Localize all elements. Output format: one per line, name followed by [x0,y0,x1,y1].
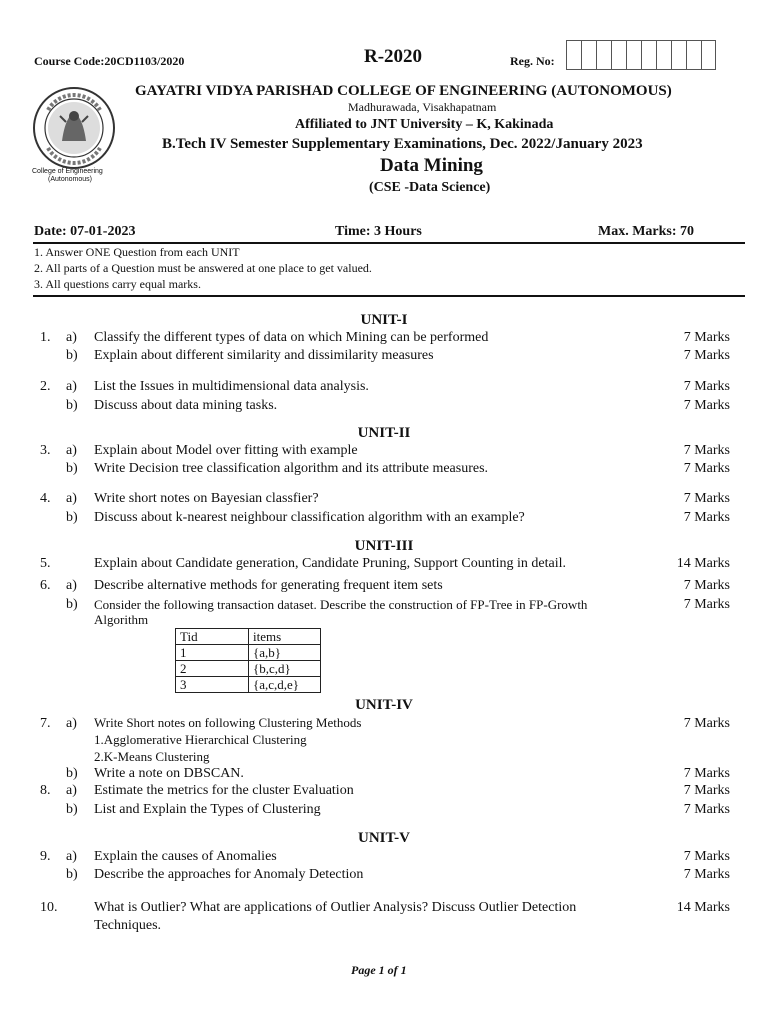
table-header-row [176,629,321,645]
question-number: 8. [40,783,51,798]
unit-heading: UNIT-II [357,425,411,441]
regulation: R-2020 [364,46,423,67]
reg-no-label: Reg. No: [510,54,555,68]
sub-label: b) [66,597,78,612]
seal-caption-1: College of Engineering [32,168,103,175]
reg-no-boxes[interactable] [566,40,716,70]
question-number: 10. [40,900,58,915]
marks: 7 Marks [683,379,730,394]
sub-label: a) [66,330,77,345]
sub-label: a) [66,491,77,506]
marks: 7 Marks [683,348,730,363]
sub-label: b) [66,461,78,476]
page-number: Page 1 of 1 [351,963,407,977]
unit-heading: UNIT-V [358,830,410,846]
question-number: 1. [40,330,51,345]
unit-heading: UNIT-III [354,538,414,554]
question-text-continued: Techniques. [94,918,162,933]
question-text: Describe the approaches for Anomaly Detection [94,867,364,882]
table-cell: 2 [176,661,249,677]
sub-label: a) [66,783,77,798]
marks: 7 Marks [683,461,730,476]
branch: (CSE -Data Science) [369,180,491,195]
question-text: Consider the following transaction dataset. Describe the construction of FP-Tree in FP-Growth [94,597,588,612]
instruction-3: 3. All questions carry equal marks. [34,277,201,291]
marks: 7 Marks [683,766,730,781]
table-row [176,677,321,693]
marks: 7 Marks [683,802,730,817]
question-text: Estimate the metrics for the cluster Evaluation [94,783,354,798]
max-marks: Max. Marks: 70 [598,224,695,239]
question-text: Explain about Model over fitting with example [94,443,358,458]
course-code: Course Code:20CD1103/2020 [34,54,185,68]
question-text: Write Decision tree classification algorithm and its attribute measures. [94,461,489,476]
sub-label: a) [66,443,77,458]
marks: 7 Marks [683,716,730,731]
question-number: 6. [40,578,51,593]
table-row [176,661,321,677]
table-header-cell: items [249,629,321,645]
marks: 7 Marks [683,783,730,798]
marks: 7 Marks [683,578,730,593]
question-number: 5. [40,556,51,571]
college-name: GAYATRI VIDYA PARISHAD COLLEGE OF ENGINEERING (AUTONOMOUS) [135,83,672,99]
table-cell: {a,b} [249,645,321,661]
college-location: Madhurawada, Visakhapatnam [348,100,497,114]
question-number: 2. [40,379,51,394]
question-number: 4. [40,491,51,506]
question-text: Classify the different types of data on which Mining can be performed [94,330,489,345]
instruction-2: 2. All parts of a Question must be answered at one place to get valued. [34,261,372,275]
marks: 7 Marks [683,849,730,864]
sub-label: b) [66,766,78,781]
unit-heading: UNIT-IV [355,697,413,713]
question-subitem: 2.K-Means Clustering [94,749,210,764]
table-cell: {b,c,d} [249,661,321,677]
sub-label: a) [66,578,77,593]
exam-time: Time: 3 Hours [335,224,422,239]
college-seal-icon [32,86,116,170]
table-cell: 1 [176,645,249,661]
affiliation: Affiliated to JNT University – K, Kakinada [295,117,554,132]
marks: 7 Marks [683,491,730,506]
question-text: Describe alternative methods for generating frequent item sets [94,578,443,593]
question-text: Explain the causes of Anomalies [94,849,277,864]
question-text: List the Issues in multidimensional data analysis. [94,379,369,394]
seal-caption-2: (Autonomous) [48,176,92,183]
marks: 7 Marks [683,597,730,612]
sub-label: b) [66,398,78,413]
marks: 14 Marks [676,900,730,915]
question-text: Discuss about k-nearest neighbour classification algorithm with an example? [94,510,525,525]
question-text: Discuss about data mining tasks. [94,398,278,413]
table-cell: 3 [176,677,249,693]
question-text: What is Outlier? What are applications of Outlier Analysis? Discuss Outlier Detection [94,900,577,915]
table-header-cell: Tid [176,629,249,645]
transaction-table [175,628,321,693]
question-number: 7. [40,716,51,731]
sub-label: b) [66,510,78,525]
sub-label: b) [66,867,78,882]
question-text: Write Short notes on following Clustering Methods [94,715,362,730]
marks: 7 Marks [683,443,730,458]
marks: 7 Marks [683,398,730,413]
table-row [176,645,321,661]
table-cell: {a,c,d,e} [249,677,321,693]
question-text: List and Explain the Types of Clustering [94,802,321,817]
question-text: Explain about Candidate generation, Candidate Pruning, Support Counting in detail. [94,556,567,571]
question-subitem: 1.Agglomerative Hierarchical Clustering [94,732,307,747]
unit-heading: UNIT-I [360,312,408,328]
instruction-1: 1. Answer ONE Question from each UNIT [34,245,240,259]
question-text: Write short notes on Bayesian classfier? [94,491,319,506]
sub-label: a) [66,716,77,731]
divider [33,295,745,297]
question-text: Explain about different similarity and dissimilarity measures [94,348,434,363]
sub-label: a) [66,379,77,394]
question-text: Write a note on DBSCAN. [94,766,244,781]
sub-label: b) [66,802,78,817]
sub-label: b) [66,348,78,363]
question-number: 3. [40,443,51,458]
marks: 14 Marks [676,556,730,571]
divider [33,242,745,244]
exam-title: B.Tech IV Semester Supplementary Examinations, Dec. 2022/January 2023 [162,136,643,152]
sub-label: a) [66,849,77,864]
marks: 7 Marks [683,330,730,345]
question-text-continued: Algorithm [94,612,149,627]
exam-date: Date: 07-01-2023 [34,224,136,239]
marks: 7 Marks [683,867,730,882]
marks: 7 Marks [683,510,730,525]
question-number: 9. [40,849,51,864]
subject-title: Data Mining [380,155,483,176]
